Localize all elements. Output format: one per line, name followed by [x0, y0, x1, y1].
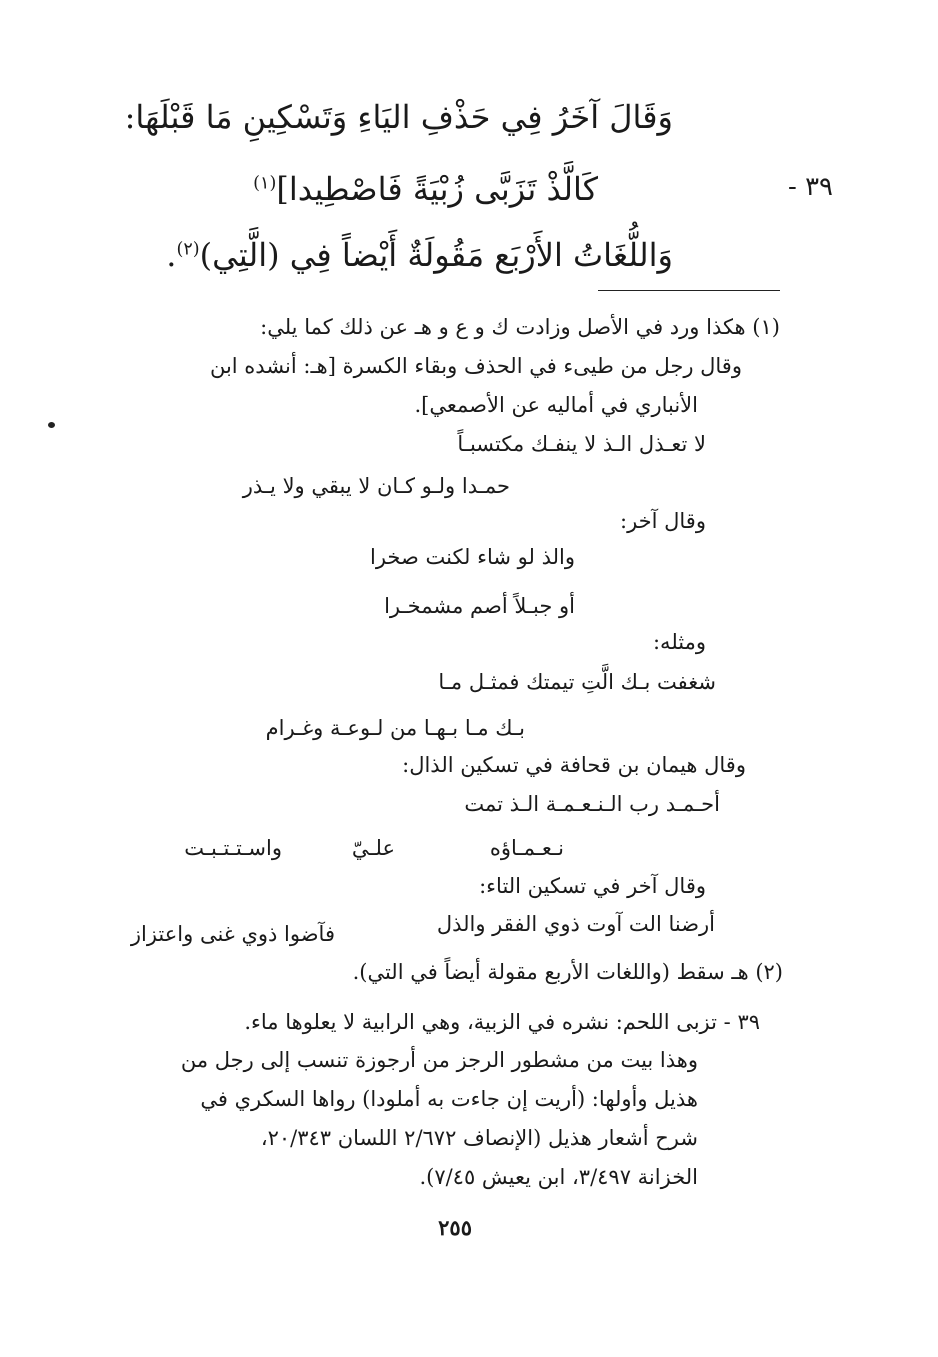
- footnote-line: لا تعـذل الـذ لا ينفـك مكتسبـاً: [457, 432, 706, 456]
- footnote-line: ٣٩ - تزبى اللحم: نشره في الزبية، وهي الرابية لا يعلوها ماء.: [244, 1010, 760, 1034]
- footnote-line: أو جبـلاً أصم مشمخـرا: [384, 594, 575, 618]
- footnote-separator: [598, 290, 780, 291]
- footnote-line: وهذا بيت من مشطور الرجز من أرجوزة تنسب إلى رجل من: [180, 1048, 698, 1072]
- footnote-line: حمـدا ولـو كـان لا يبقي ولا يـذر: [242, 474, 510, 498]
- footnote-line: وقال آخر:: [620, 509, 706, 533]
- footnote-line: فآضوا ذوي غنى واعتزاز: [130, 922, 335, 946]
- ink-speck: [48, 422, 55, 428]
- main-line-3-text: وَاللُّغَاتُ الأَرْبَع مَقُولَةٌ أَيْضاً فِي (الَّتِي): [199, 236, 673, 274]
- footnote-line: هذيل وأولها: (أريت إن جاءت به أملودا) رواها السكري في: [200, 1087, 698, 1111]
- main-line-1: وَقَالَ آخَرُ فِي حَذْفِ اليَاءِ وَتَسْكِينِ مَا قَبْلَهَا:: [124, 98, 673, 136]
- footnote-line: الأنباري في أماليه عن الأصمعي].: [414, 393, 698, 417]
- footnote-line: (١) هكذا ورد في الأصل وزادت ك و ع و هـ عن ذلك كما يلي:: [260, 315, 780, 339]
- footnote-line: أرضنا الت آوت ذوي الفقر والذل: [436, 912, 715, 936]
- footnote-line: علـيّ: [351, 836, 395, 860]
- footnote-ref-1: (١): [253, 173, 277, 194]
- footnote-line: أحـمـد رب الـنـعـمـة الـذ تمت: [464, 792, 720, 816]
- verse-first-half: كَالَّذْ تَزَبَّى زُبْيَةً فَاصْطِيدا]: [276, 170, 598, 208]
- footnote-line: واسـتـتـبـت: [184, 836, 282, 860]
- footnote-line: الخزانة ٣/٤٩٧، ابن يعيش ٧/٤٥).: [419, 1165, 698, 1189]
- main-line-3-end: .: [166, 236, 177, 274]
- footnote-line: (٢) هـ سقط (واللغات الأربع مقولة أيضاً في التي).: [352, 960, 783, 984]
- footnote-line: والذ لو شاء لكنت صخرا: [370, 545, 575, 569]
- verse-number: ٣٩ -: [788, 172, 833, 202]
- footnote-ref-2: (٢): [176, 239, 200, 260]
- page-number: ٢٥٥: [438, 1215, 472, 1240]
- footnote-line: شغفت بـك الَّتِ تيمتك فمثـل مـا: [438, 670, 716, 694]
- footnote-line: بـك مـا بـهـا من لـوعـة وغـرام: [265, 716, 525, 740]
- footnote-line: وقال رجل من طيىء في الحذف وبقاء الكسرة [هـ: أنشده ابن: [209, 354, 742, 378]
- footnote-line: وقال آخر في تسكين التاء:: [479, 874, 706, 898]
- footnote-line: ومثله:: [652, 630, 706, 654]
- main-line-2: [253, 170, 598, 208]
- main-line-3: [166, 236, 673, 274]
- footnote-line: نـعـمـاؤه: [489, 836, 564, 860]
- footnote-line: وقال هيمان بن قحافة في تسكين الذال:: [402, 753, 746, 777]
- footnote-line: شرح أشعار هذيل (الإنصاف ٢/٦٧٢ اللسان ٢٠/٣٤٣،: [260, 1126, 698, 1150]
